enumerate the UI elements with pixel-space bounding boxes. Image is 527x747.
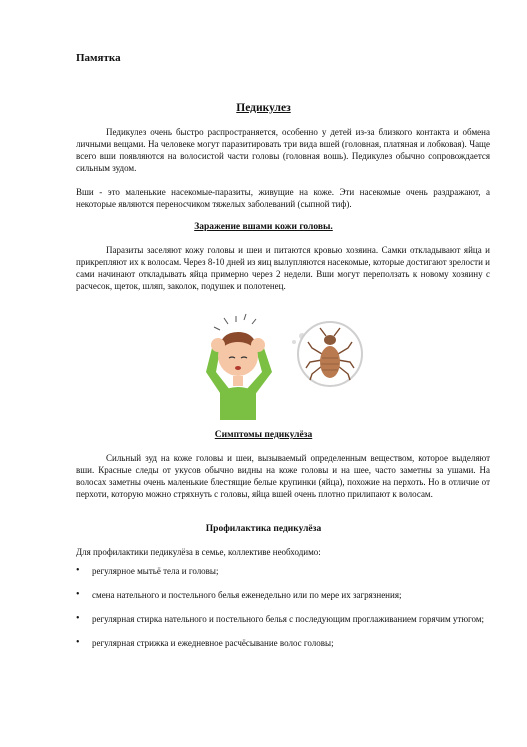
infection-paragraph: Паразиты заселяют кожу головы и шеи и питаются кровью хозяина. Самки откладывают яйца и прикрепляют их к волосам. Через 8-10 дней из яиц вылупляются насекомые, которые достигают зрелости и сами начинают откладывать яйца примерно через 2 недели. Вши могут переползать к новому хозяину с расчесок, щеток, шляп, заколок, подушек и полотенец. [76,245,490,291]
intro-paragraph-1: Педикулез очень быстро распространяется, особенно у детей из-за близкого контакта и обмена личными вещами. На человеке могут паразитировать три вида вшей (головная, платяная и лобковая). Чаще всего вши появляются на волосистой части головы (головная вошь). Педикулез обычно сопровождается сильным зудом. [76,127,490,173]
list-item: • регулярная стрижка и ежедневное расчёсывание волос головы; [76,637,496,649]
memo-title: Памятка [76,52,121,64]
main-heading: Педикулез [236,102,291,114]
intro-paragraph-2: Вши - это маленькие насекомые-паразиты, живущие на коже. Эти насекомые очень раздражают, а некоторые являются переносчиком тяжелых заболеваний (сыпной тиф). [76,187,490,209]
itch-marks [214,314,256,330]
list-item: • регулярная стирка нательного и постельного белья с последующим проглаживанием горячим утюгом; [76,613,496,625]
lice-illustration [198,312,363,420]
prevention-heading: Профилактика педикулёза [205,524,322,534]
list-item: • регулярное мытьё тела и головы; [76,565,496,577]
prevention-list [76,565,496,661]
prevention-intro: Для профилактики педикулёза в семье, коллективе необходимо: [76,547,321,557]
list-item: • смена нательного и постельного белья еженедельно или по мере их загрязнения; [76,589,496,601]
symptoms-paragraph: Сильный зуд на коже головы и шеи, вызываемый определенным веществом, которое выделяют вши. Красные следы от укусов обычно видны на коже головы и на шее, часто заметны за ушами. На волосах заметны очень маленькие блестящие белые крупинки (яйца), похожие на перхоть. Но в отличие от перхоти, которую можно стряхнуть с головы, яйца вшей очень плотно прилипают к волосам. [76,453,490,499]
infection-heading: Заражение вшами кожи головы. [194,222,333,232]
symptoms-heading: Симптомы педикулёза [214,430,313,440]
